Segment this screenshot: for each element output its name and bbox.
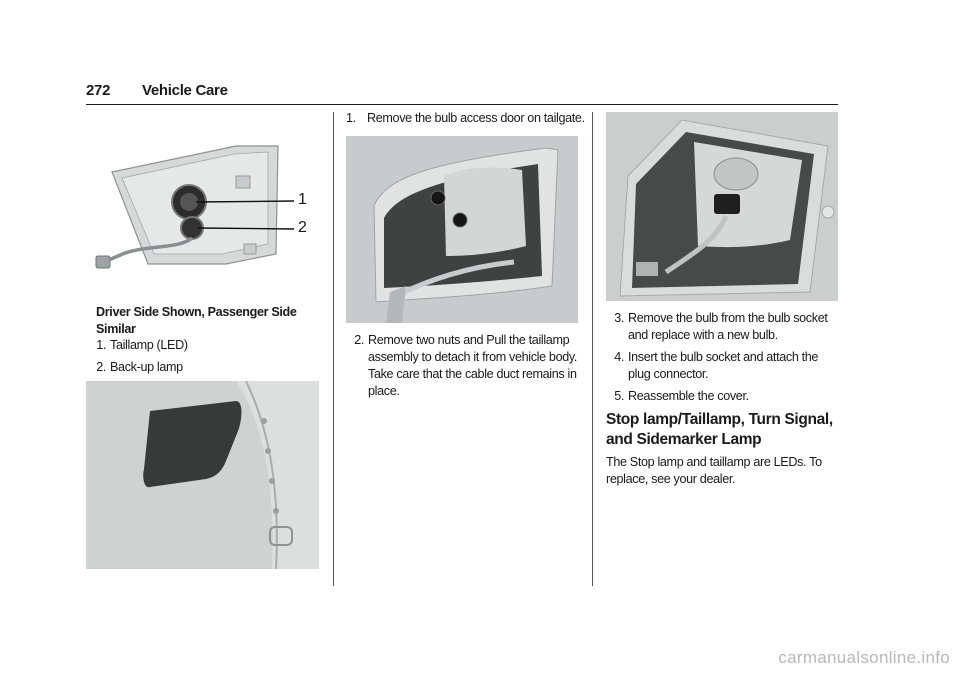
column-divider-right bbox=[592, 112, 593, 586]
legend-number: 2. bbox=[96, 360, 106, 374]
step-5-text: Reassemble the cover. bbox=[628, 389, 749, 403]
taillamp-opening-figure bbox=[346, 136, 578, 323]
step-5 bbox=[604, 388, 840, 405]
page-number: 272 bbox=[86, 82, 111, 99]
legend-text: Back-up lamp bbox=[110, 360, 183, 374]
figure-caption: Driver Side Shown, Passenger Side Similar bbox=[96, 305, 297, 336]
subsection-body: The Stop lamp and taillamp are LEDs. To replace, see your dealer. bbox=[606, 455, 822, 486]
legend-item bbox=[86, 359, 326, 376]
step-4 bbox=[604, 349, 840, 383]
step-1-number: 1. bbox=[346, 111, 356, 125]
column-divider-left bbox=[333, 112, 334, 586]
steps-3-to-5 bbox=[604, 310, 840, 410]
callout-1: 1 bbox=[298, 191, 307, 208]
watermark: carmanualsonline.info bbox=[778, 648, 950, 667]
legend-text: Taillamp (LED) bbox=[110, 338, 188, 352]
legend-number: 1. bbox=[96, 338, 106, 352]
step-3-number: 3. bbox=[614, 311, 624, 325]
step-2 bbox=[344, 332, 580, 400]
step-4-number: 4. bbox=[614, 350, 624, 364]
step-4-text: Insert the bulb socket and attach the plug connector. bbox=[628, 350, 819, 381]
step-3-text: Remove the bulb from the bulb socket and replace with a new bulb. bbox=[628, 311, 828, 342]
step-2-list bbox=[344, 332, 580, 405]
taillamp-assembly-figure bbox=[86, 136, 326, 276]
section-title: Vehicle Care bbox=[142, 82, 228, 99]
step-1-text: Remove the bulb access door on tailgate. bbox=[367, 111, 585, 125]
bulb-socket-figure bbox=[606, 112, 838, 301]
step-2-text: Remove two nuts and Pull the taillamp assembly to detach it from vehicle body. Take care that the cable duct remains in place. bbox=[368, 333, 578, 398]
callout-2: 2 bbox=[298, 219, 307, 236]
legend-item bbox=[86, 337, 326, 354]
step-5-number: 5. bbox=[614, 389, 624, 403]
page-header bbox=[86, 82, 838, 105]
subsection-heading: Stop lamp/Taillamp, Turn Signal, and Sidemarker Lamp bbox=[606, 411, 833, 448]
legend-list bbox=[86, 337, 326, 381]
step-2-number: 2. bbox=[354, 333, 364, 347]
tailgate-access-door-figure bbox=[86, 381, 319, 569]
step-3 bbox=[604, 310, 840, 344]
